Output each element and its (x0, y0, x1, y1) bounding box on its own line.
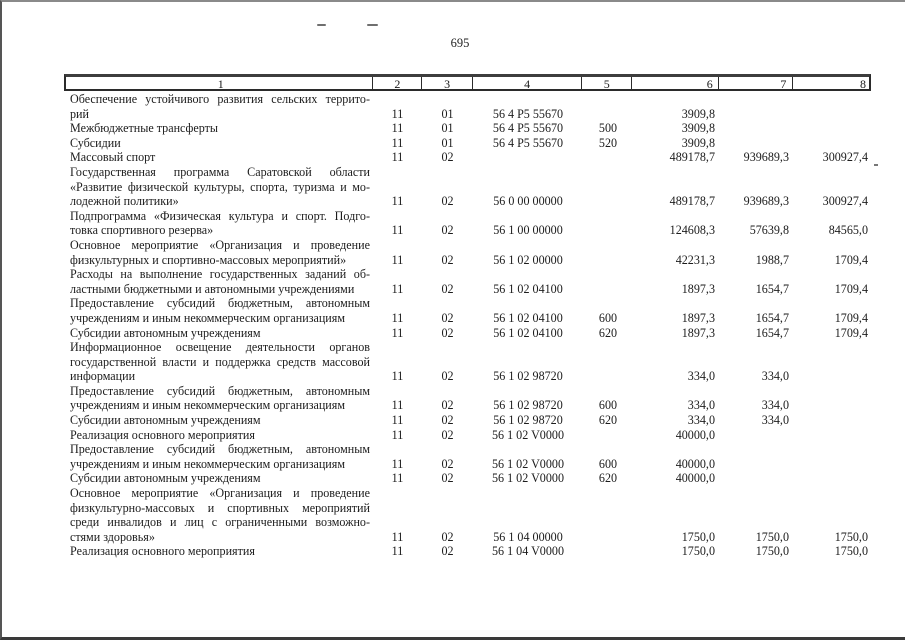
row-subsection-code: 02 (441, 544, 454, 559)
row-amount-col6: 40000,0 (675, 456, 715, 471)
row-name-line: информации (70, 369, 136, 384)
row-target-article-code: 56 1 02 V0000 (491, 427, 564, 442)
row-name-line: физкультурных и спортивно-массовых мероприятий» (70, 252, 347, 267)
row-name-cell (64, 238, 373, 267)
header-col-2: 2 (373, 77, 422, 89)
row-target-article-code: 56 4 P5 55670 (492, 106, 564, 121)
row-target-article-code: 56 1 02 00000 (493, 252, 563, 267)
row-subsection-code: 02 (441, 310, 454, 325)
row-section-code: 11 (391, 325, 404, 340)
row-target-article-code: 56 1 04 00000 (493, 529, 563, 544)
row-amount-col7: 1654,7 (755, 325, 789, 340)
row-amount-col6: 1750,0 (681, 544, 715, 559)
row-subsection-code: 02 (441, 150, 454, 165)
table-row (64, 544, 871, 559)
row-subsection-code: 02 (441, 325, 454, 340)
row-name-cell (64, 209, 373, 238)
row-name-line: Межбюджетные трансферты (70, 121, 219, 136)
row-name-cell (64, 92, 373, 121)
row-section-code: 11 (391, 194, 404, 209)
row-name-cell (64, 384, 373, 413)
row-section-code: 11 (391, 150, 404, 165)
row-target-article-code: 56 1 02 98720 (493, 413, 563, 428)
row-subsection-code: 02 (441, 398, 454, 413)
row-name-line: Подпрограмма «Физическая культура и спорт. Подго- (70, 208, 370, 223)
row-amount-col7: 1988,7 (755, 252, 789, 267)
row-amount-col7: 334,0 (761, 413, 789, 428)
row-subsection-code: 02 (441, 456, 454, 471)
row-subsection-code: 01 (441, 121, 454, 136)
row-subsection-code: 01 (441, 106, 454, 121)
row-name-line: физкультурно-массовых и спортивных мероприятий (70, 500, 370, 515)
row-amount-col8: 300927,4 (822, 194, 868, 209)
table-row (64, 238, 871, 267)
row-name-line: Субсидии автономным учреждениям (70, 325, 261, 340)
table-row (64, 267, 871, 296)
row-section-code: 11 (391, 135, 404, 150)
table-row (64, 340, 871, 384)
row-section-code: 11 (391, 544, 404, 559)
row-amount-col6: 1750,0 (681, 529, 715, 544)
row-name-line: «Развитие физической культуры, спорта, туризма и мо- (70, 179, 370, 194)
row-section-code: 11 (391, 471, 404, 486)
row-name-line: Предоставление субсидий бюджетным, автономным (70, 296, 370, 311)
row-name-line: Основное мероприятие «Организация и проведение (70, 486, 370, 501)
row-amount-col7: 334,0 (761, 398, 789, 413)
table-body (64, 92, 871, 559)
row-name-line: Реализация основного мероприятия (70, 427, 255, 442)
row-name-cell (64, 471, 373, 486)
row-amount-col6: 1897,3 (681, 325, 715, 340)
row-section-code: 11 (391, 413, 404, 428)
table-row (64, 92, 871, 121)
row-name-line: государственной власти и поддержка средств массовой (70, 354, 370, 369)
table-row (64, 471, 871, 486)
row-name-line: Предоставление субсидий бюджетным, автономным (70, 383, 370, 398)
row-amount-col7: 939689,3 (743, 150, 789, 165)
header-col-1: 1 (66, 77, 373, 89)
row-amount-col6: 1897,3 (681, 281, 715, 296)
row-name-line: Субсидии (70, 135, 121, 150)
row-name-cell (64, 413, 373, 428)
row-target-article-code: 56 1 02 98720 (493, 369, 563, 384)
scan-artifact-dash (367, 24, 378, 26)
row-amount-col6: 40000,0 (675, 471, 715, 486)
table-row (64, 150, 871, 165)
row-amount-col8: 1709,4 (834, 310, 868, 325)
row-target-article-code: 56 1 02 04100 (493, 310, 563, 325)
row-section-code: 11 (391, 398, 404, 413)
row-section-code: 11 (391, 427, 404, 442)
row-target-article-code: 56 1 02 98720 (493, 398, 563, 413)
row-name-line: учреждениям и иным некоммерческим организациям (70, 398, 345, 413)
row-target-article-code: 56 4 P5 55670 (492, 135, 564, 150)
row-amount-col6: 334,0 (687, 413, 715, 428)
row-expense-type-code: 520 (598, 135, 618, 150)
row-target-article-code: 56 4 P5 55670 (492, 121, 564, 136)
budget-table (64, 74, 871, 559)
row-section-code: 11 (391, 281, 404, 296)
row-target-article-code: 56 1 02 V0000 (491, 456, 564, 471)
row-amount-col8: 1709,4 (834, 325, 868, 340)
row-subsection-code: 02 (441, 427, 454, 442)
row-subsection-code: 02 (441, 529, 454, 544)
row-amount-col6: 3909,8 (681, 121, 715, 136)
row-amount-col7: 57639,8 (749, 223, 789, 238)
header-col-4: 4 (473, 77, 582, 89)
row-amount-col8: 1709,4 (834, 252, 868, 267)
row-name-line: Предоставление субсидий бюджетным, автономным (70, 442, 370, 457)
row-name-line: ластными бюджетными и автономными учреждениями (70, 281, 355, 296)
row-section-code: 11 (391, 121, 404, 136)
row-expense-type-code: 620 (598, 325, 618, 340)
row-section-code: 11 (391, 369, 404, 384)
row-section-code: 11 (391, 310, 404, 325)
row-amount-col6: 40000,0 (675, 427, 715, 442)
row-amount-col6: 124608,3 (669, 223, 715, 238)
page-number: 695 (450, 36, 470, 50)
row-amount-col7: 1750,0 (755, 529, 789, 544)
row-name-cell (64, 267, 373, 296)
row-name-line: стями здоровья» (70, 529, 155, 544)
row-amount-col7: 1654,7 (755, 310, 789, 325)
row-name-line: лодежной политики» (70, 194, 179, 209)
table-row (64, 442, 871, 471)
row-amount-col8: 300927,4 (822, 150, 868, 165)
row-name-line: рий (70, 106, 89, 121)
row-name-line: Основное мероприятие «Организация и проведение (70, 237, 370, 252)
row-name-line: Субсидии автономным учреждениям (70, 471, 261, 486)
row-subsection-code: 01 (441, 135, 454, 150)
row-amount-col6: 489178,7 (669, 194, 715, 209)
row-section-code: 11 (391, 529, 404, 544)
table-row (64, 136, 871, 151)
row-subsection-code: 02 (441, 252, 454, 267)
row-section-code: 11 (391, 252, 404, 267)
table-row (64, 486, 871, 544)
row-amount-col7: 334,0 (761, 369, 789, 384)
row-expense-type-code: 500 (598, 121, 618, 136)
row-name-cell (64, 428, 373, 443)
header-col-7: 7 (719, 77, 794, 89)
row-name-line: Информационное освещение деятельности органов (70, 340, 370, 355)
row-target-article-code: 56 1 00 00000 (493, 223, 563, 238)
row-subsection-code: 02 (441, 281, 454, 296)
row-expense-type-code: 600 (598, 456, 618, 471)
row-name-cell (64, 340, 373, 384)
row-subsection-code: 02 (441, 223, 454, 238)
row-name-cell (64, 150, 373, 165)
table-row (64, 326, 871, 341)
row-name-cell (64, 326, 373, 341)
row-amount-col8: 84565,0 (828, 223, 868, 238)
row-subsection-code: 02 (441, 369, 454, 384)
row-name-cell (64, 136, 373, 151)
row-name-line: среди инвалидов и лиц с ограниченными возможно- (70, 515, 370, 530)
row-amount-col7: 1750,0 (755, 544, 789, 559)
header-col-5: 5 (582, 77, 632, 89)
row-amount-col6: 3909,8 (681, 135, 715, 150)
header-col-8: 8 (860, 77, 866, 91)
row-amount-col6: 334,0 (687, 398, 715, 413)
scan-artifact-speck (874, 164, 878, 166)
row-name-line: Расходы на выполнение государственных заданий об- (70, 267, 370, 282)
scan-artifact-dash (317, 24, 326, 26)
row-name-cell (64, 486, 373, 544)
row-amount-col6: 334,0 (687, 369, 715, 384)
row-name-line: учреждениям и иным некоммерческим организациям (70, 456, 345, 471)
row-target-article-code: 56 1 02 V0000 (491, 471, 564, 486)
row-subsection-code: 02 (441, 413, 454, 428)
table-row (64, 165, 871, 209)
row-amount-col6: 3909,8 (681, 106, 715, 121)
row-amount-col8: 1709,4 (834, 281, 868, 296)
header-col-6: 6 (632, 77, 719, 89)
row-name-line: Массовый спорт (70, 150, 156, 165)
row-name-line: учреждениям и иным некоммерческим организациям (70, 310, 345, 325)
row-name-line: Государственная программа Саратовской области (70, 164, 370, 179)
row-section-code: 11 (391, 223, 404, 238)
row-subsection-code: 02 (441, 471, 454, 486)
row-name-cell (64, 296, 373, 325)
row-name-cell (64, 544, 373, 559)
table-row (64, 209, 871, 238)
row-name-cell (64, 165, 373, 209)
table-row (64, 428, 871, 443)
row-amount-col8: 1750,0 (834, 529, 868, 544)
row-name-line: Реализация основного мероприятия (70, 544, 255, 559)
row-expense-type-code: 600 (598, 310, 618, 325)
row-amount-col7: 939689,3 (743, 194, 789, 209)
row-section-code: 11 (391, 456, 404, 471)
row-section-code: 11 (391, 106, 404, 121)
table-header-row (64, 74, 871, 91)
row-name-line: товка спортивного резерва» (70, 223, 214, 238)
row-target-article-code: 56 1 04 V0000 (491, 544, 564, 559)
row-name-cell (64, 442, 373, 471)
row-expense-type-code: 620 (598, 471, 618, 486)
table-row (64, 384, 871, 413)
row-amount-col6: 42231,3 (675, 252, 715, 267)
row-amount-col6: 1897,3 (681, 310, 715, 325)
table-row (64, 413, 871, 428)
row-name-line: Обеспечение устойчивого развития сельских террито- (70, 92, 370, 106)
row-name-line: Субсидии автономным учреждениям (70, 413, 261, 428)
row-subsection-code: 02 (441, 194, 454, 209)
row-amount-col6: 489178,7 (669, 150, 715, 165)
table-row (64, 121, 871, 136)
row-target-article-code: 56 1 02 04100 (493, 281, 563, 296)
row-target-article-code: 56 0 00 00000 (493, 194, 563, 209)
row-expense-type-code: 600 (598, 398, 618, 413)
table-row (64, 296, 871, 325)
row-amount-col8: 1750,0 (834, 544, 868, 559)
row-target-article-code: 56 1 02 04100 (493, 325, 563, 340)
row-amount-col7: 1654,7 (755, 281, 789, 296)
row-expense-type-code: 620 (598, 413, 618, 428)
header-col-3: 3 (422, 77, 473, 89)
row-name-cell (64, 121, 373, 136)
